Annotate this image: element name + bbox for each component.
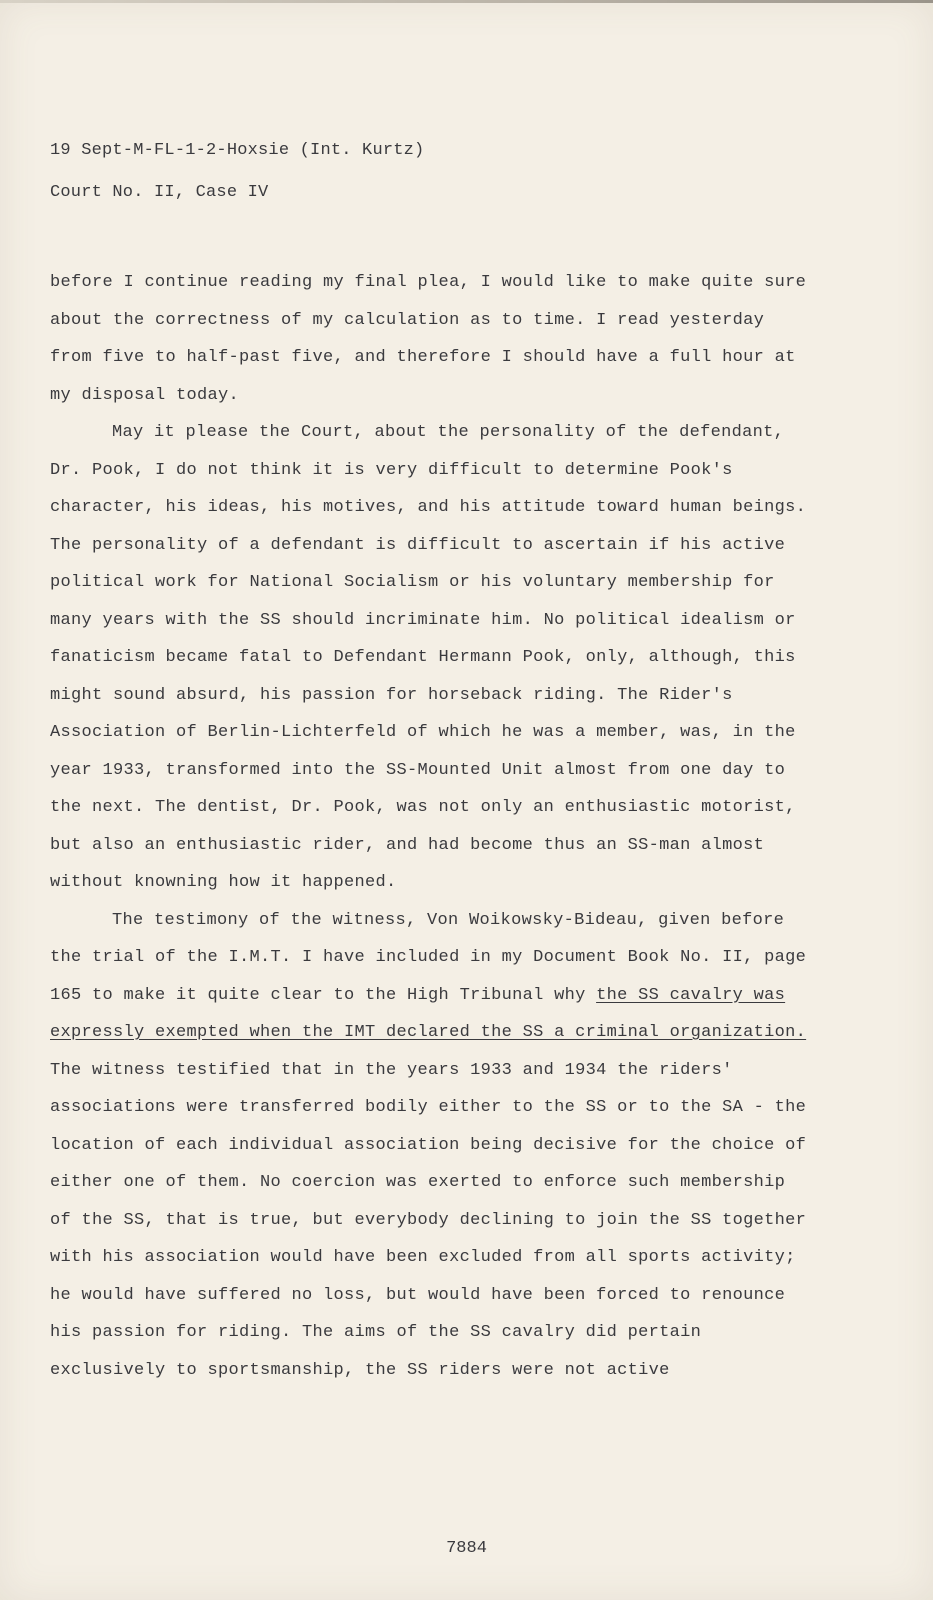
- header-court: Court No. II, Case IV: [50, 183, 269, 202]
- paragraph-2: May it please the Court, about the personality of the defendant, Dr. Pook, I do not think it is very difficult to determine Pook's character, his ideas, his motives, and his attitude toward human beings. The personality of a defendant is difficult to ascertain if his active political work for National Socialism or his voluntary membership for many years with the SS should incriminate him. No political idealism or fanaticism became fatal to Defendant Hermann Pook, only, although, this might sound absurd, his passion for horseback riding. The Rider's Association of Berlin-Lichterfeld of which he was a member, was, in the year 1933, transformed into the SS-Mounted Unit almost from one day to the next. The dentist, Dr. Pook, was not only an enthusiastic motorist, but also an enthusiastic rider, and had become thus an SS-man almost without knowning how it happened.: [50, 423, 807, 892]
- paragraph-3-after: The witness testified that in the years 1933 and 1934 the riders' associations were transferred bodily either to the SS or to the SA - the location of each individual association being decisive for the choice of either one of them. No coercion was exerted to enforce such membership of the SS, that is true, but everybody declining to join the SS together with his association would have been excluded from all sports activity; he would have suffered no loss, but would have been forced to renounce his passion for riding. The aims of the SS cavalry did pertain exclusively to sportsmanship, the SS riders were not active: [50, 1060, 807, 1380]
- paragraph-3-underlined: the SS cavalry was expressly exempted when the IMT declared the SS a criminal organization.: [50, 985, 807, 1042]
- header-reference: 19 Sept-M-FL-1-2-Hoxsie (Int. Kurtz): [50, 141, 425, 160]
- plea-text: [50, 264, 810, 1389]
- page-number: 7884: [446, 1539, 487, 1558]
- paragraph-3-before: The testimony of the witness, Von Woikowsky-Bideau, given before the trial of the I.M.T. I have included in my Document Book No. II, page 165 to make it quite clear to the High Tribunal why: [50, 910, 807, 1005]
- top-edge-line: [0, 0, 933, 3]
- paragraph-3: [50, 902, 810, 1390]
- document-header: [50, 130, 424, 214]
- paragraph-1: before I continue reading my final plea, I would like to make quite sure about the correctness of my calculation as to time. I read yesterday from five to half-past five, and therefore I should have a full hour at my disposal today.: [50, 273, 807, 405]
